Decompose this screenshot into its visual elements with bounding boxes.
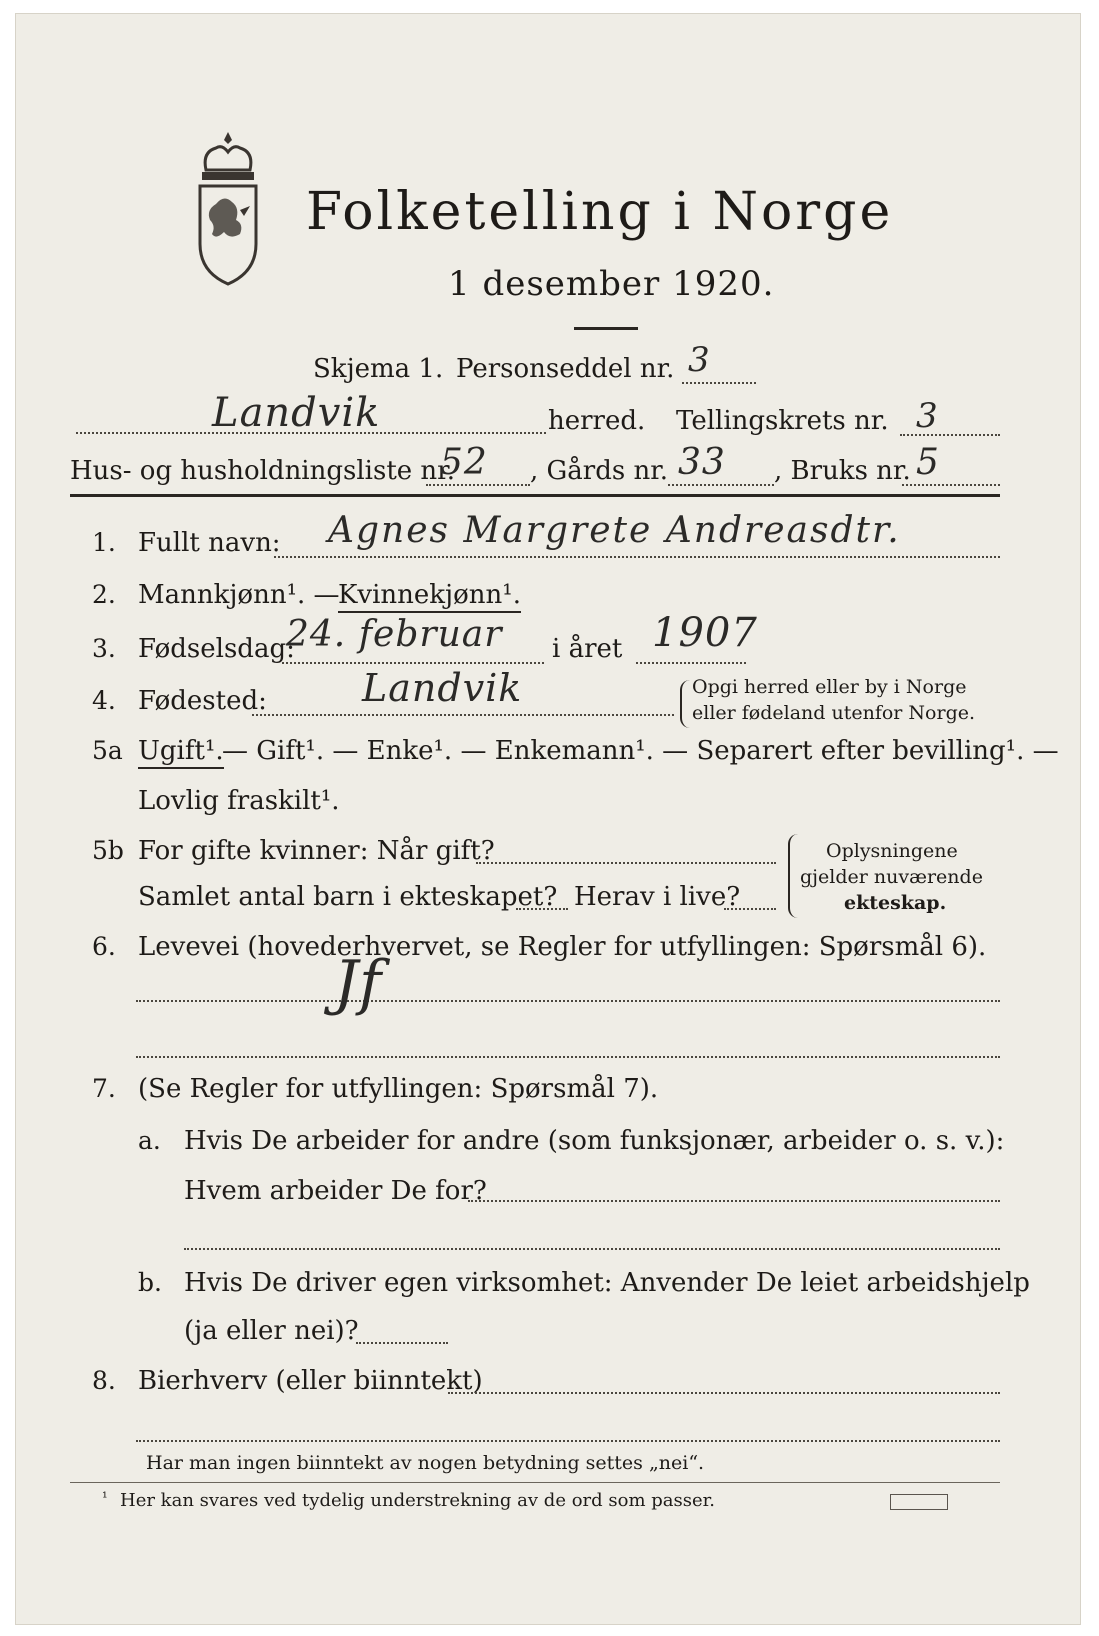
q1-full-name-value: Agnes Margrete Andreasdtr. [328, 510, 901, 551]
q4-label: Fødested: [138, 686, 267, 716]
census-date: 1 desember 1920. [448, 264, 775, 304]
q3-label: Fødselsdag: [138, 634, 295, 664]
q7a-field-line-2 [184, 1248, 1000, 1250]
q5b-children-label: Samlet antal barn i ekteskapet? [138, 882, 558, 912]
q7a-sub-label: Hvem arbeider De for? [184, 1176, 487, 1206]
q5a-other-options: — Gift¹. — Enke¹. — Enkemann¹. — Separert efter bevilling¹. — [222, 736, 1059, 766]
q3-year-field-line [636, 662, 746, 664]
q5b-children-field-line [516, 908, 568, 910]
footnote-marker: ¹ [102, 1490, 108, 1506]
title-divider [574, 327, 638, 330]
q2-number: 2. [92, 580, 116, 609]
q3-number: 3. [92, 634, 116, 663]
husliste-value: 52 [440, 442, 488, 483]
form-title: Folketelling i Norge [306, 182, 894, 242]
q3-year-value: 1907 [652, 610, 758, 656]
q6-field-line-2 [136, 1056, 1000, 1058]
husliste-label: Hus- og husholdningsliste nr. [70, 456, 456, 486]
q5b-alive-field-line [724, 908, 776, 910]
personseddel-label: Personseddel nr. [456, 354, 675, 384]
header-divider [70, 494, 1000, 497]
bruks-label: , Bruks nr. [774, 456, 911, 486]
q6-field-line-1 [136, 1000, 1000, 1002]
q7b-sub-label: (ja eller nei)? [184, 1316, 359, 1346]
personseddel-value: 3 [688, 340, 711, 380]
gards-field-line [668, 484, 774, 486]
q5b-alive-label: Herav i live? [574, 882, 741, 912]
q4-note-line-2: eller fødeland utenfor Norge. [692, 702, 976, 724]
q7-label: (Se Regler for utfyllingen: Spørsmål 7). [138, 1074, 659, 1104]
q4-number: 4. [92, 686, 116, 715]
footnote-text: Her kan svares ved tydelig understrekning av de ord som passer. [120, 1490, 715, 1511]
q5b-note-brace [788, 834, 800, 918]
q6-number: 6. [92, 932, 116, 961]
q4-birthplace-field-line [252, 714, 674, 716]
bruks-value: 5 [916, 442, 940, 483]
printer-stamp [890, 1494, 948, 1510]
footnote-divider [70, 1482, 1000, 1483]
herred-value: Landvik [212, 390, 381, 436]
q2-female-option-underlined: Kvinnekjønn¹. [338, 580, 521, 613]
q4-note-line-1: Opgi herred eller by i Norge [692, 676, 967, 698]
q3-year-label: i året [552, 634, 623, 664]
q5b-note-line-1: Oplysningene [826, 840, 958, 862]
q7-number: 7. [92, 1074, 116, 1103]
q5a-ugift-option-underlined: Ugift¹. [138, 736, 224, 769]
q7a-letter: a. [138, 1126, 161, 1155]
q5a-fraskilt-option: Lovlig fraskilt¹. [138, 786, 340, 816]
q7b-label: Hvis De driver egen virksomhet: Anvender De leiet arbeidshjelp [184, 1268, 1030, 1298]
q5b-label: For gifte kvinner: Når gift? [138, 836, 495, 866]
q5b-number: 5b [92, 836, 124, 865]
q6-label: Levevei (hovederhvervet, se Regler for utfyllingen: Spørsmål 6). [138, 932, 987, 962]
q5b-married-field-line [476, 862, 776, 864]
q1-field-line [274, 556, 1000, 558]
bruks-field-line [902, 484, 1000, 486]
q3-birthday-value: 24. februar [286, 614, 503, 655]
q4-note-brace [680, 680, 690, 728]
q1-label: Fullt navn: [138, 528, 281, 558]
q8-number: 8. [92, 1366, 116, 1395]
gards-label: , Gårds nr. [530, 456, 669, 486]
q1-number: 1. [92, 528, 116, 557]
q7b-letter: b. [138, 1268, 162, 1297]
schema-label: Skjema 1. [313, 354, 444, 384]
tellingskrets-value: 3 [916, 396, 939, 436]
q3-birthday-field-line [282, 662, 544, 664]
q8-field-line-1 [448, 1392, 1000, 1394]
q7a-field-line-1 [468, 1200, 1000, 1202]
personseddel-field-line [682, 382, 756, 384]
husliste-field-line [426, 484, 530, 486]
q5b-note-line-3: ekteskap. [844, 892, 947, 914]
q5b-note-line-2: gjelder nuværende [800, 866, 983, 888]
q6-occupation-value: Jf [334, 948, 383, 1018]
tellingskrets-field-line [900, 434, 1000, 436]
coat-of-arms-icon [188, 130, 268, 290]
census-form-page [16, 14, 1080, 1624]
q5a-number: 5a [92, 736, 123, 765]
q8-label: Bierhverv (eller biinntekt) [138, 1366, 483, 1396]
gards-value: 33 [678, 442, 726, 483]
q7a-label: Hvis De arbeider for andre (som funksjonær, arbeider o. s. v.): [184, 1126, 1005, 1156]
q2-male-option: Mannkjønn¹. — [138, 580, 340, 610]
herred-label: herred. [548, 406, 646, 436]
q8-field-line-2 [136, 1440, 1000, 1442]
q7b-field-line [356, 1342, 448, 1344]
q8-note: Har man ingen biinntekt av nogen betydning settes „nei“. [146, 1452, 705, 1474]
tellingskrets-label: Tellingskrets nr. [676, 406, 889, 436]
q4-birthplace-value: Landvik [362, 666, 523, 710]
